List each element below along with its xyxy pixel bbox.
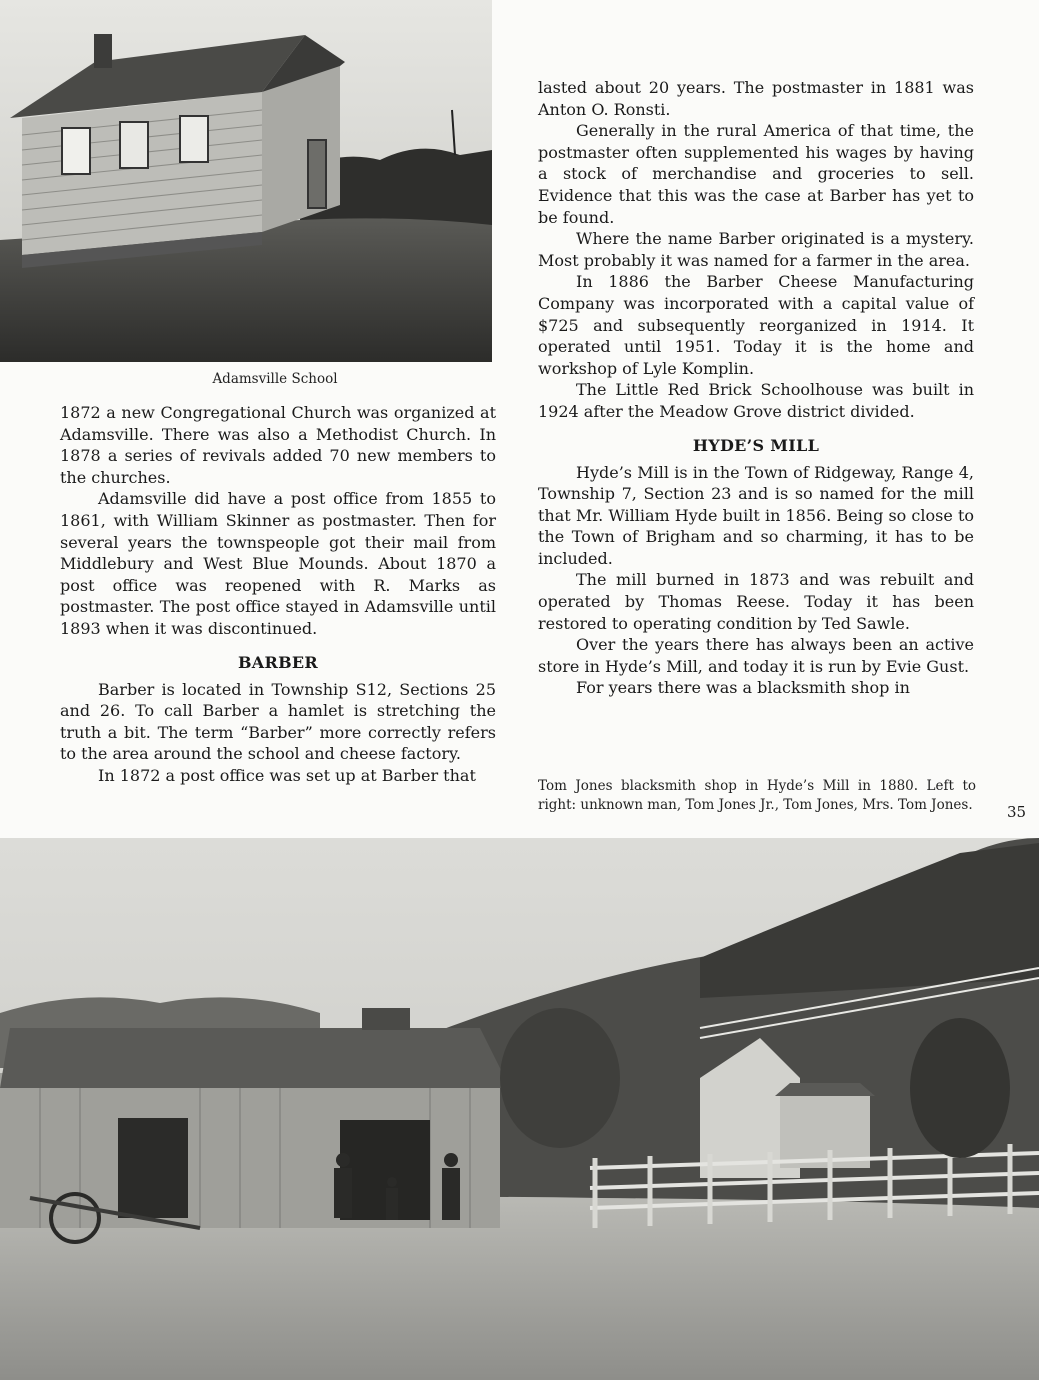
left-text-column [60, 402, 496, 787]
adamsville-school-photo [0, 0, 492, 362]
right-text-column [538, 77, 974, 699]
paragraph: The mill burned in 1873 and was rebuilt and operated by Thomas Reese. Today it has been restored to operating condition by Ted Sawle. [538, 570, 974, 633]
paragraph: 1872 a new Congregational Church was organized at Adamsville. There was also a Methodist Church. In 1878 a series of revivals added 70 new members to the churches. [60, 403, 496, 487]
page-number: 35 [1007, 803, 1027, 821]
paragraph: Barber is located in Township S12, Sections 25 and 26. To call Barber a hamlet is stretching the truth a bit. The term “Barber” more correctly refers to the area around the school and cheese factory. [60, 679, 496, 764]
schoolhouse-illustration [0, 0, 492, 362]
blacksmith-shop-photo [0, 838, 1039, 1380]
paragraph: For years there was a blacksmith shop in [576, 678, 910, 698]
school-photo-caption: Adamsville School [212, 371, 338, 387]
paragraph: Where the name Barber originated is a mystery. Most probably it was named for a farmer in the area. [538, 229, 974, 270]
paragraph: The Little Red Brick Schoolhouse was built in 1924 after the Meadow Grove district divided. [538, 380, 974, 421]
paragraph: In 1872 a post office was set up at Barber that [98, 765, 476, 785]
paragraph: Over the years there has always been an active store in Hyde’s Mill, and today it is run by Evie Gust. [538, 635, 974, 676]
section-heading-hydes-mill: HYDE’S MILL [692, 435, 820, 455]
paragraph: In 1886 the Barber Cheese Manufacturing Company was incorporated with a capital value of $725 and subsequently reorganized in 1914. It operated until 1951. Today it is the home and workshop of Lyle Komplin. [538, 272, 974, 378]
paragraph: Generally in the rural America of that time, the postmaster often supplemented his wages by having a stock of merchandise and groceries to sell. Evidence that this was the case at Barber has yet to be found. [538, 121, 974, 227]
paragraph: Hyde’s Mill is in the Town of Ridgeway, Range 4, Township 7, Section 23 and is so named for the mill that Mr. William Hyde built in 1856. Being so close to the Town of Brigham and so charming, it has to be included. [538, 462, 974, 568]
paragraph: Adamsville did have a post office from 1855 to 1861, with William Skinner as postmaster. Then for several years the townspeople got their mail from Middlebury and West Blue Mounds. About 1870 a post office was reopened with R. Marks as postmaster. The post office stayed in Adamsville until 1893 when it was discontinued. [60, 489, 496, 638]
blacksmith-photo-caption: Tom Jones blacksmith shop in Hyde’s Mill in 1880. Left to right: unknown man, Tom Jones Jr., Tom Jones, Mrs. Tom Jones. [538, 778, 976, 813]
paragraph: lasted about 20 years. The postmaster in 1881 was Anton O. Ronsti. [538, 78, 974, 119]
section-heading-barber: BARBER [237, 652, 319, 672]
blacksmith-shop-illustration [0, 838, 1039, 1380]
